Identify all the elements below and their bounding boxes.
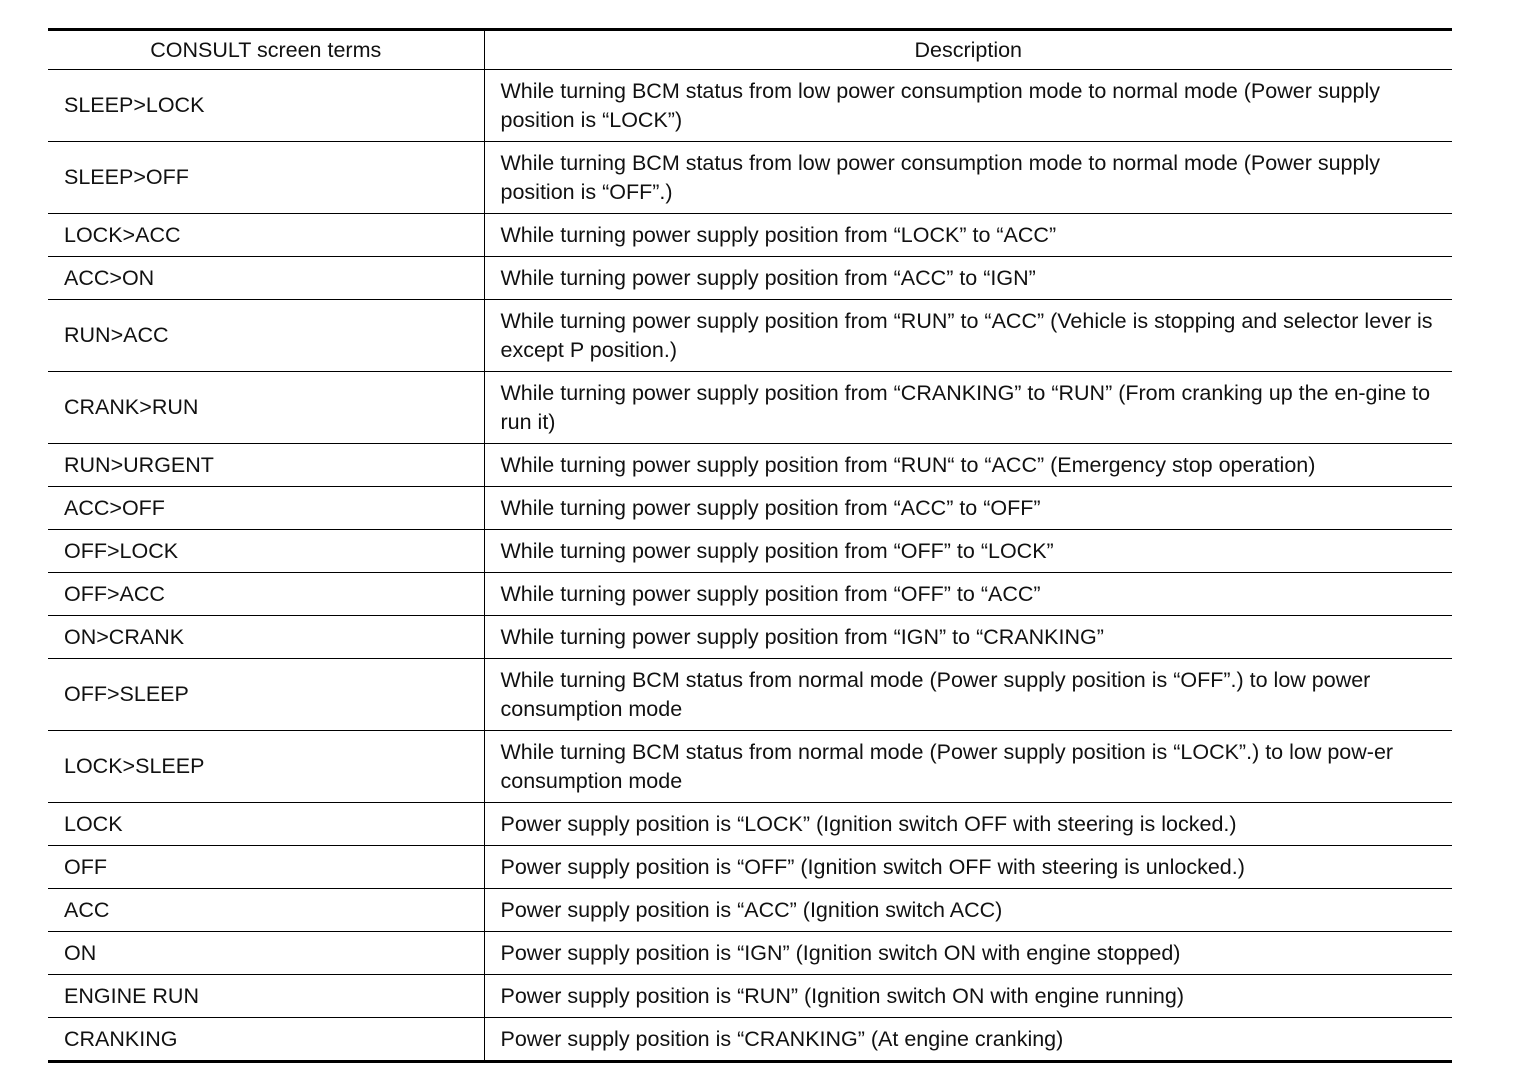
term-cell: OFF <box>48 846 484 889</box>
table-row <box>48 932 1452 975</box>
description-cell: While turning power supply position from “LOCK” to “ACC” <box>484 214 1452 257</box>
table-row <box>48 444 1452 487</box>
table-row <box>48 1018 1452 1062</box>
table-row <box>48 846 1452 889</box>
term-cell: OFF>SLEEP <box>48 659 484 731</box>
term-cell: ON <box>48 932 484 975</box>
description-cell: Power supply position is “IGN” (Ignition switch ON with engine stopped) <box>484 932 1452 975</box>
table-row <box>48 70 1452 142</box>
term-cell: RUN>ACC <box>48 300 484 372</box>
term-cell: CRANK>RUN <box>48 372 484 444</box>
table-header-row <box>48 30 1452 70</box>
term-cell: RUN>URGENT <box>48 444 484 487</box>
table-row <box>48 803 1452 846</box>
term-cell: OFF>ACC <box>48 573 484 616</box>
description-cell: While turning power supply position from “CRANKING” to “RUN” (From cranking up the en-gine to run it) <box>484 372 1452 444</box>
description-cell: While turning BCM status from normal mode (Power supply position is “LOCK”.) to low pow-er consumption mode <box>484 731 1452 803</box>
consult-terms-table <box>48 28 1452 1063</box>
table-row <box>48 975 1452 1018</box>
description-cell: While turning BCM status from low power consumption mode to normal mode (Power supply position is “OFF”.) <box>484 142 1452 214</box>
table-row <box>48 573 1452 616</box>
table-row <box>48 889 1452 932</box>
description-cell: While turning power supply position from “RUN” to “ACC” (Vehicle is stopping and selector lever is except P position.) <box>484 300 1452 372</box>
description-cell: While turning power supply position from “RUN“ to “ACC” (Emergency stop operation) <box>484 444 1452 487</box>
description-cell: Power supply position is “OFF” (Ignition switch OFF with steering is unlocked.) <box>484 846 1452 889</box>
term-cell: OFF>LOCK <box>48 530 484 573</box>
table-row <box>48 214 1452 257</box>
term-cell: SLEEP>LOCK <box>48 70 484 142</box>
consult-terms-table-container <box>48 28 1452 1063</box>
term-cell: ACC>ON <box>48 257 484 300</box>
table-row <box>48 530 1452 573</box>
table-row <box>48 659 1452 731</box>
description-cell: While turning BCM status from low power consumption mode to normal mode (Power supply position is “LOCK”) <box>484 70 1452 142</box>
table-row <box>48 731 1452 803</box>
term-cell: ACC <box>48 889 484 932</box>
term-cell: ENGINE RUN <box>48 975 484 1018</box>
description-cell: While turning power supply position from “ACC” to “OFF” <box>484 487 1452 530</box>
header-consult-screen-terms: CONSULT screen terms <box>48 30 484 70</box>
term-cell: ON>CRANK <box>48 616 484 659</box>
description-cell: Power supply position is “CRANKING” (At engine cranking) <box>484 1018 1452 1062</box>
term-cell: LOCK>ACC <box>48 214 484 257</box>
description-cell: Power supply position is “LOCK” (Ignition switch OFF with steering is locked.) <box>484 803 1452 846</box>
table-row <box>48 257 1452 300</box>
term-cell: SLEEP>OFF <box>48 142 484 214</box>
term-cell: LOCK <box>48 803 484 846</box>
description-cell: While turning power supply position from “IGN” to “CRANKING” <box>484 616 1452 659</box>
term-cell: CRANKING <box>48 1018 484 1062</box>
term-cell: LOCK>SLEEP <box>48 731 484 803</box>
table-row <box>48 616 1452 659</box>
description-cell: While turning power supply position from “ACC” to “IGN” <box>484 257 1452 300</box>
header-description: Description <box>484 30 1452 70</box>
table-row <box>48 142 1452 214</box>
description-cell: Power supply position is “RUN” (Ignition switch ON with engine running) <box>484 975 1452 1018</box>
description-cell: While turning power supply position from “OFF” to “LOCK” <box>484 530 1452 573</box>
table-row <box>48 300 1452 372</box>
description-cell: While turning power supply position from “OFF” to “ACC” <box>484 573 1452 616</box>
term-cell: ACC>OFF <box>48 487 484 530</box>
table-row <box>48 372 1452 444</box>
description-cell: Power supply position is “ACC” (Ignition switch ACC) <box>484 889 1452 932</box>
description-cell: While turning BCM status from normal mode (Power supply position is “OFF”.) to low power consumption mode <box>484 659 1452 731</box>
table-row <box>48 487 1452 530</box>
